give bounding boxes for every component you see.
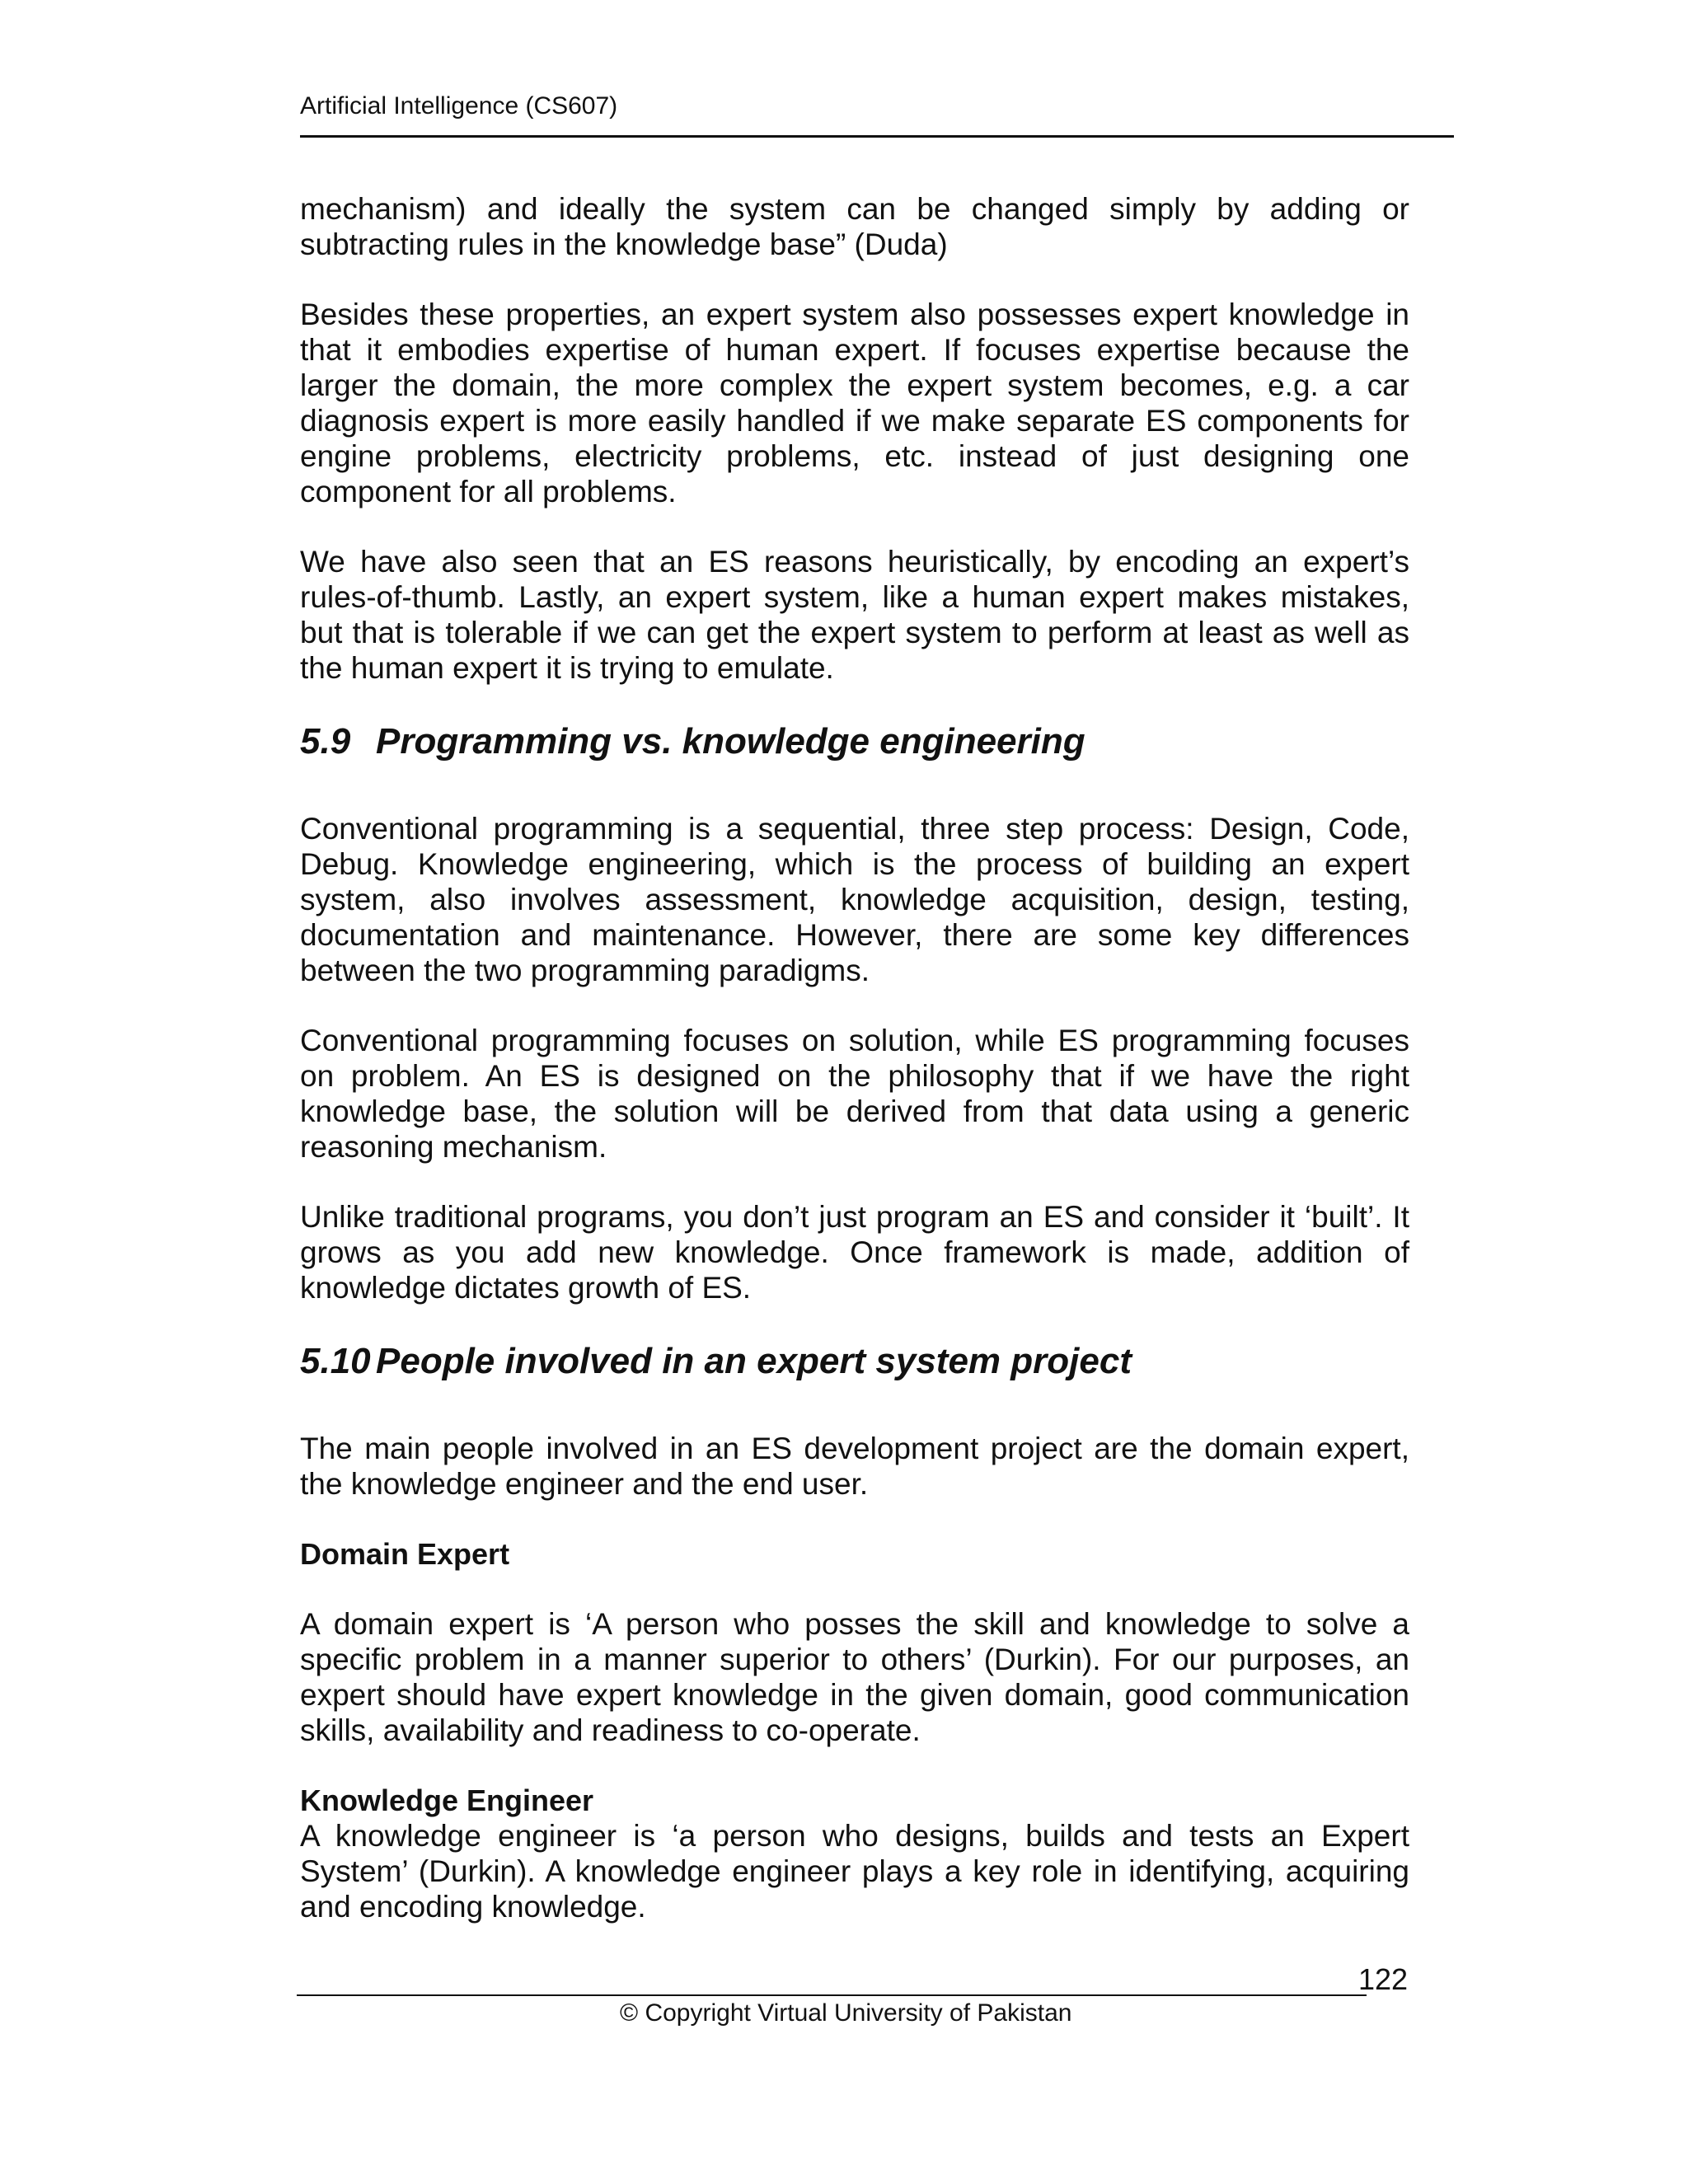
section-number: 5.10 (300, 1341, 371, 1381)
paragraph-heuristic-reasoning: We have also seen that an ES reasons heuristically, by encoding an expert’s rules-of-thumb. Lastly, an expert system, like a human expert makes mistakes, but that is tolerable if we can get the expert system to perform at least as well as the human expert it is trying to emulate. (300, 545, 1409, 685)
paragraph-solution-vs-problem: Conventional programming focuses on solution, while ES programming focuses on problem. An ES is designed on the philosophy that if we have the right knowledge base, the solution will be derived from that data using a generic reasoning mechanism. (300, 1024, 1409, 1164)
section-heading-5-9 (300, 720, 1409, 763)
page-number: 122 (1358, 1962, 1409, 1996)
paragraph-knowledge-engineer: A knowledge engineer is ‘a person who designs, builds and tests an Expert System’ (Durkin). A knowledge engineer plays a key role in identifying, acquiring and encoding knowledge. (300, 1819, 1409, 1924)
subheading-knowledge-engineer: Knowledge Engineer (300, 1783, 594, 1817)
paragraph-domain-expert: A domain expert is ‘A person who posses the skill and knowledge to solve a specific problem in a manner superior to others’ (Durkin). For our purposes, an expert should have expert knowledge in the given domain, good communication skills, availability and readiness to co-operate. (300, 1607, 1409, 1747)
paragraph-es-growth: Unlike traditional programs, you don’t just program an ES and consider it ‘built’. It grows as you add new knowledge. Once framework is made, addition of knowledge dictates growth of ES. (300, 1200, 1409, 1305)
paragraph-expert-knowledge: Besides these properties, an expert system also possesses expert knowledge in that it embodies expertise of human expert. If focuses expertise because the larger the domain, the more complex the expert system becomes, e.g. a car diagnosis expert is more easily handled if we make separate ES components for engine problems, electricity problems, etc. instead of just designing one component for all problems. (300, 298, 1409, 509)
section-heading-5-10 (300, 1340, 1409, 1383)
section-title: People involved in an expert system project (376, 1341, 1132, 1381)
copyright-notice: © Copyright Virtual University of Pakistan (620, 1999, 1072, 2027)
paragraph-conventional-programming: Conventional programming is a sequential, three step process: Design, Code, Debug. Knowledge engineering, which is the process of building an expert system, also involves assessment, knowledge acquisition, design, testing, documentation and maintenance. However, there are some key differences between the two programming paradigms. (300, 812, 1409, 987)
paragraph-duda-quote-end: mechanism) and ideally the system can be changed simply by adding or subtracting rules in the knowledge base” (Duda) (300, 192, 1409, 261)
paragraph-people-involved: The main people involved in an ES development project are the domain expert, the knowledge engineer and the end user. (300, 1432, 1409, 1501)
section-number: 5.9 (300, 721, 351, 762)
header-divider (300, 135, 1454, 138)
section-title: Programming vs. knowledge engineering (376, 721, 1085, 762)
subheading-domain-expert: Domain Expert (300, 1537, 510, 1571)
footer-divider (297, 1994, 1367, 1996)
running-header: Artificial Intelligence (CS607) (300, 92, 618, 120)
page-body (300, 191, 1409, 1924)
